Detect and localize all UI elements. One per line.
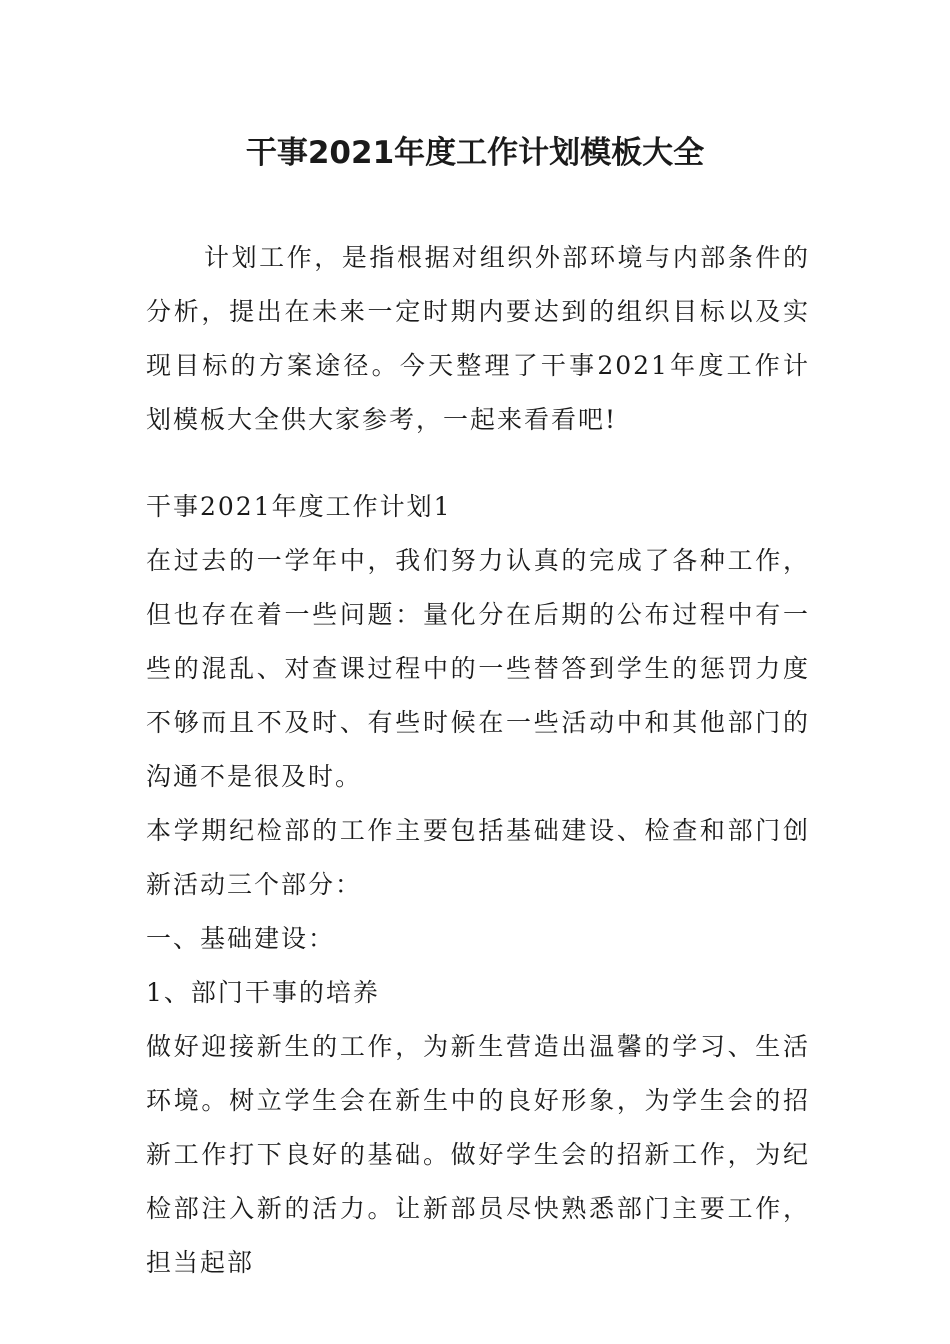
intro-paragraph: 计划工作，是指根据对组织外部环境与内部条件的分析，提出在未来一定时期内要达到的组织目标以及实现目标的方案途径。今天整理了干事2021年度工作计划模板大全供大家参考，一起来看看吧! <box>146 243 810 434</box>
document-title: 干事2021年度工作计划模板大全 <box>245 135 705 171</box>
paragraph-3: 一、基础建设： <box>146 924 336 953</box>
paragraph-1: 在过去的一学年中，我们努力认真的完成了各种工作，但也存在着一些问题：量化分在后期的公布过程中有一些的混乱、对查课过程中的一些替答到学生的惩罚力度不够而且不及时、有些时候在一些活动中和其他部门的沟通不是很及时。 <box>146 546 810 791</box>
paragraph-4: 1、部门干事的培养 <box>146 978 380 1007</box>
section-1 <box>146 480 810 1290</box>
paragraph-2: 本学期纪检部的工作主要包括基础建设、检查和部门创新活动三个部分： <box>146 816 810 899</box>
paragraph-5: 做好迎接新生的工作，为新生营造出温馨的学习、生活环境。树立学生会在新生中的良好形象，为学生会的招新工作打下良好的基础。做好学生会的招新工作，为纪检部注入新的活力。让新部员尽快熟悉部门主要工作，担当起部 <box>146 1032 810 1277</box>
section-heading: 干事2021年度工作计划1 <box>146 492 452 521</box>
